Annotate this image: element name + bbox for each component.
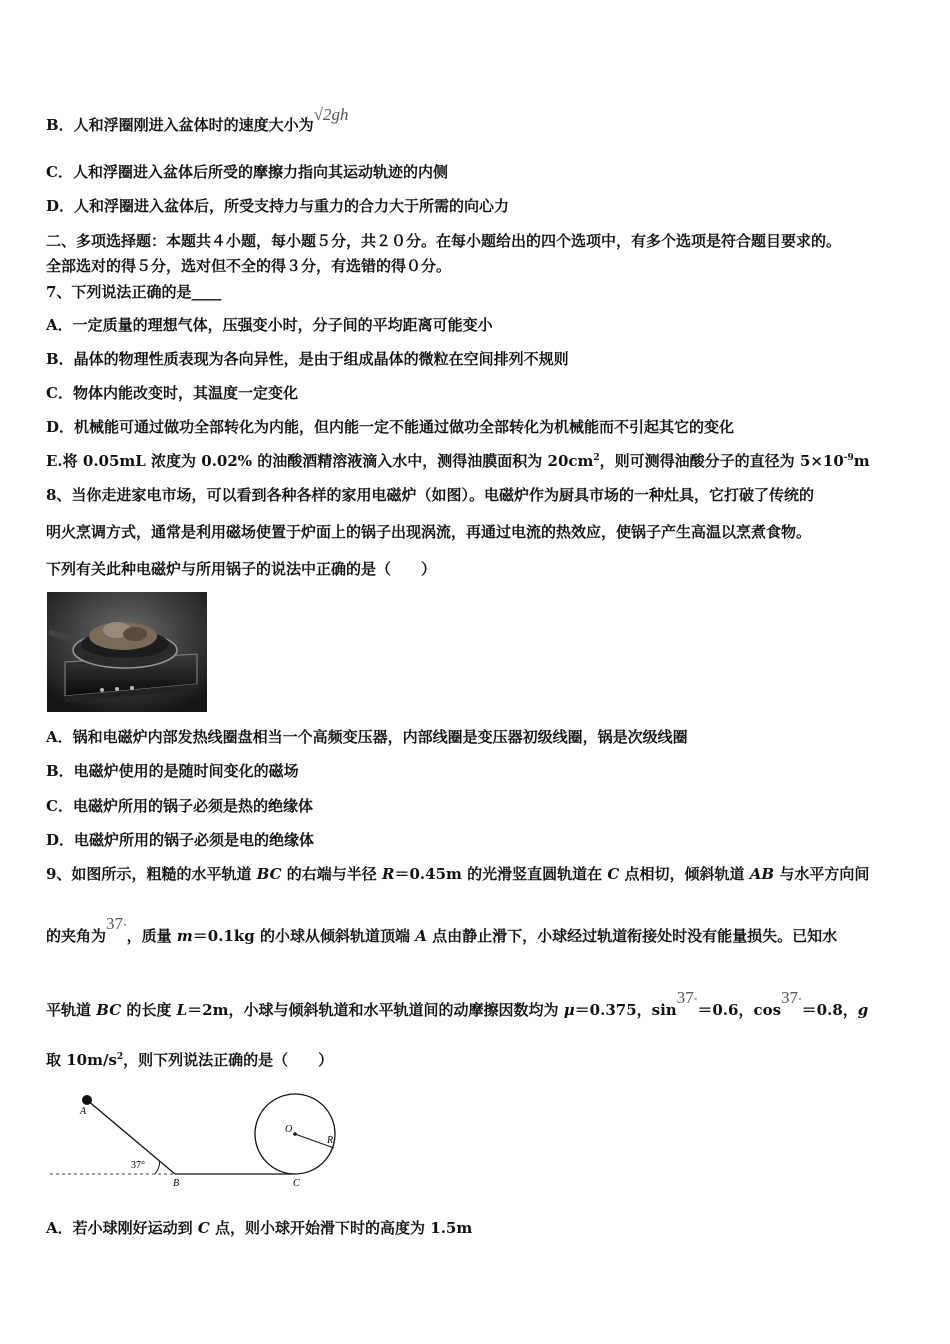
section2-header-line2: 全部选对的得５分，选对但不全的得３分，有选错的得０分。 <box>46 257 452 275</box>
question-8-stem-line3: 下列有关此种电磁炉与所用锅子的说法中正确的是（ ） <box>46 560 437 578</box>
option-7A: A．一定质量的理想气体，压强变小时，分子间的平均距离可能变小 <box>46 316 493 334</box>
sin-angle-37-math: 37 <box>676 988 694 1007</box>
option-6C: C．人和浮圈进入盆体后所受的摩擦力指向其运动轨迹的内侧 <box>46 163 448 181</box>
question-9-stem-line1: 9、如图所示，粗糙的水平轨道 BC 的右端与半径 R＝0.45m 的光滑竖直圆轨道在 C 点相切，倾斜轨道 AB 与水平方向间 <box>46 865 870 883</box>
option-8C: C．电磁炉所用的锅子必须是热的绝缘体 <box>46 797 313 815</box>
question-9-stem-line2: 的夹角为37∘，质量 m＝0.1kg 的小球从倾斜轨道顶端 A 点由静止滑下，小球经过轨道衔接处时没有能量损失。已知水 <box>46 914 838 945</box>
question-7-stem: 7、下列说法正确的是____ <box>46 283 222 301</box>
question-8-stem-line1: 8、当你走进家电市场，可以看到各种各样的家用电磁炉（如图）。电磁炉作为厨具市场的一种灶具，它打破了传统的 <box>46 486 814 504</box>
track-diagram <box>45 1086 345 1196</box>
ball <box>82 1095 92 1105</box>
option-7C: C．物体内能改变时，其温度一定变化 <box>46 384 298 402</box>
label-C: C <box>293 1178 300 1189</box>
label-angle: 37° <box>131 1160 145 1171</box>
question-9-stem-line3: 平轨道 BC 的长度 L＝2m，小球与倾斜轨道和水平轨道间的动摩擦因数均为 μ＝0.375，sin37∘＝0.6，cos37∘＝0.8，g <box>46 988 869 1019</box>
option-7E: E.将 0.05mL 浓度为 0.02% 的油酸酒精溶液滴入水中，测得油膜面积为 $20cm^2$，则可测得油酸分子的直径为 $5\times 10^{-9}m$ <box>46 452 870 470</box>
math-sqrt-2gh: √2gh <box>313 105 349 124</box>
option-7D: D．机械能可通过做功全部转化为内能，但内能一定不能通过做功全部转化为机械能而不引起其它的变化 <box>46 418 735 436</box>
option-7B: B．晶体的物理性质表现为各向异性，是由于组成晶体的微粒在空间排列不规则 <box>46 350 569 368</box>
induction-cooker-photo <box>47 592 207 712</box>
option-9A: A．若小球刚好运动到 C 点，则小球开始滑下时的高度为 1.5m <box>46 1219 473 1237</box>
option-8B: B．电磁炉使用的是随时间变化的磁场 <box>46 762 299 780</box>
label-R: R <box>327 1135 334 1146</box>
label-O: O <box>285 1124 293 1135</box>
label-B: B <box>173 1178 180 1189</box>
option-8D: D．电磁炉所用的锅子必须是电的绝缘体 <box>46 831 315 849</box>
label-A: A <box>80 1106 87 1117</box>
option-8A: A．锅和电磁炉内部发热线圈盘相当一个高频变压器，内部线圈是变压器初级线圈，锅是次级线圈 <box>46 728 688 746</box>
question-9-stem-line4: 取 $10m/s^2$，则下列说法正确的是（ ） <box>46 1051 334 1069</box>
option-6B: B．人和浮圈刚进入盆体时的速度大小为√2gh <box>46 105 349 134</box>
section2-header-line1: 二、多项选择题：本题共４小题，每小题５分，共２０分。在每小题给出的四个选项中，有多个选项是符合题目要求的。 <box>46 232 842 250</box>
angle-37-math: 37 <box>106 914 124 933</box>
angle-arc <box>155 1161 160 1174</box>
cos-angle-37-math: 37 <box>781 988 799 1007</box>
option-6D: D．人和浮圈进入盆体后，所受支持力与重力的合力大于所需的向心力 <box>46 197 510 215</box>
question-8-stem-line2: 明火烹调方式，通常是利用磁场使置于炉面上的锅子出现涡流，再通过电流的热效应，使锅子产生高温以烹煮食物。 <box>46 523 812 541</box>
